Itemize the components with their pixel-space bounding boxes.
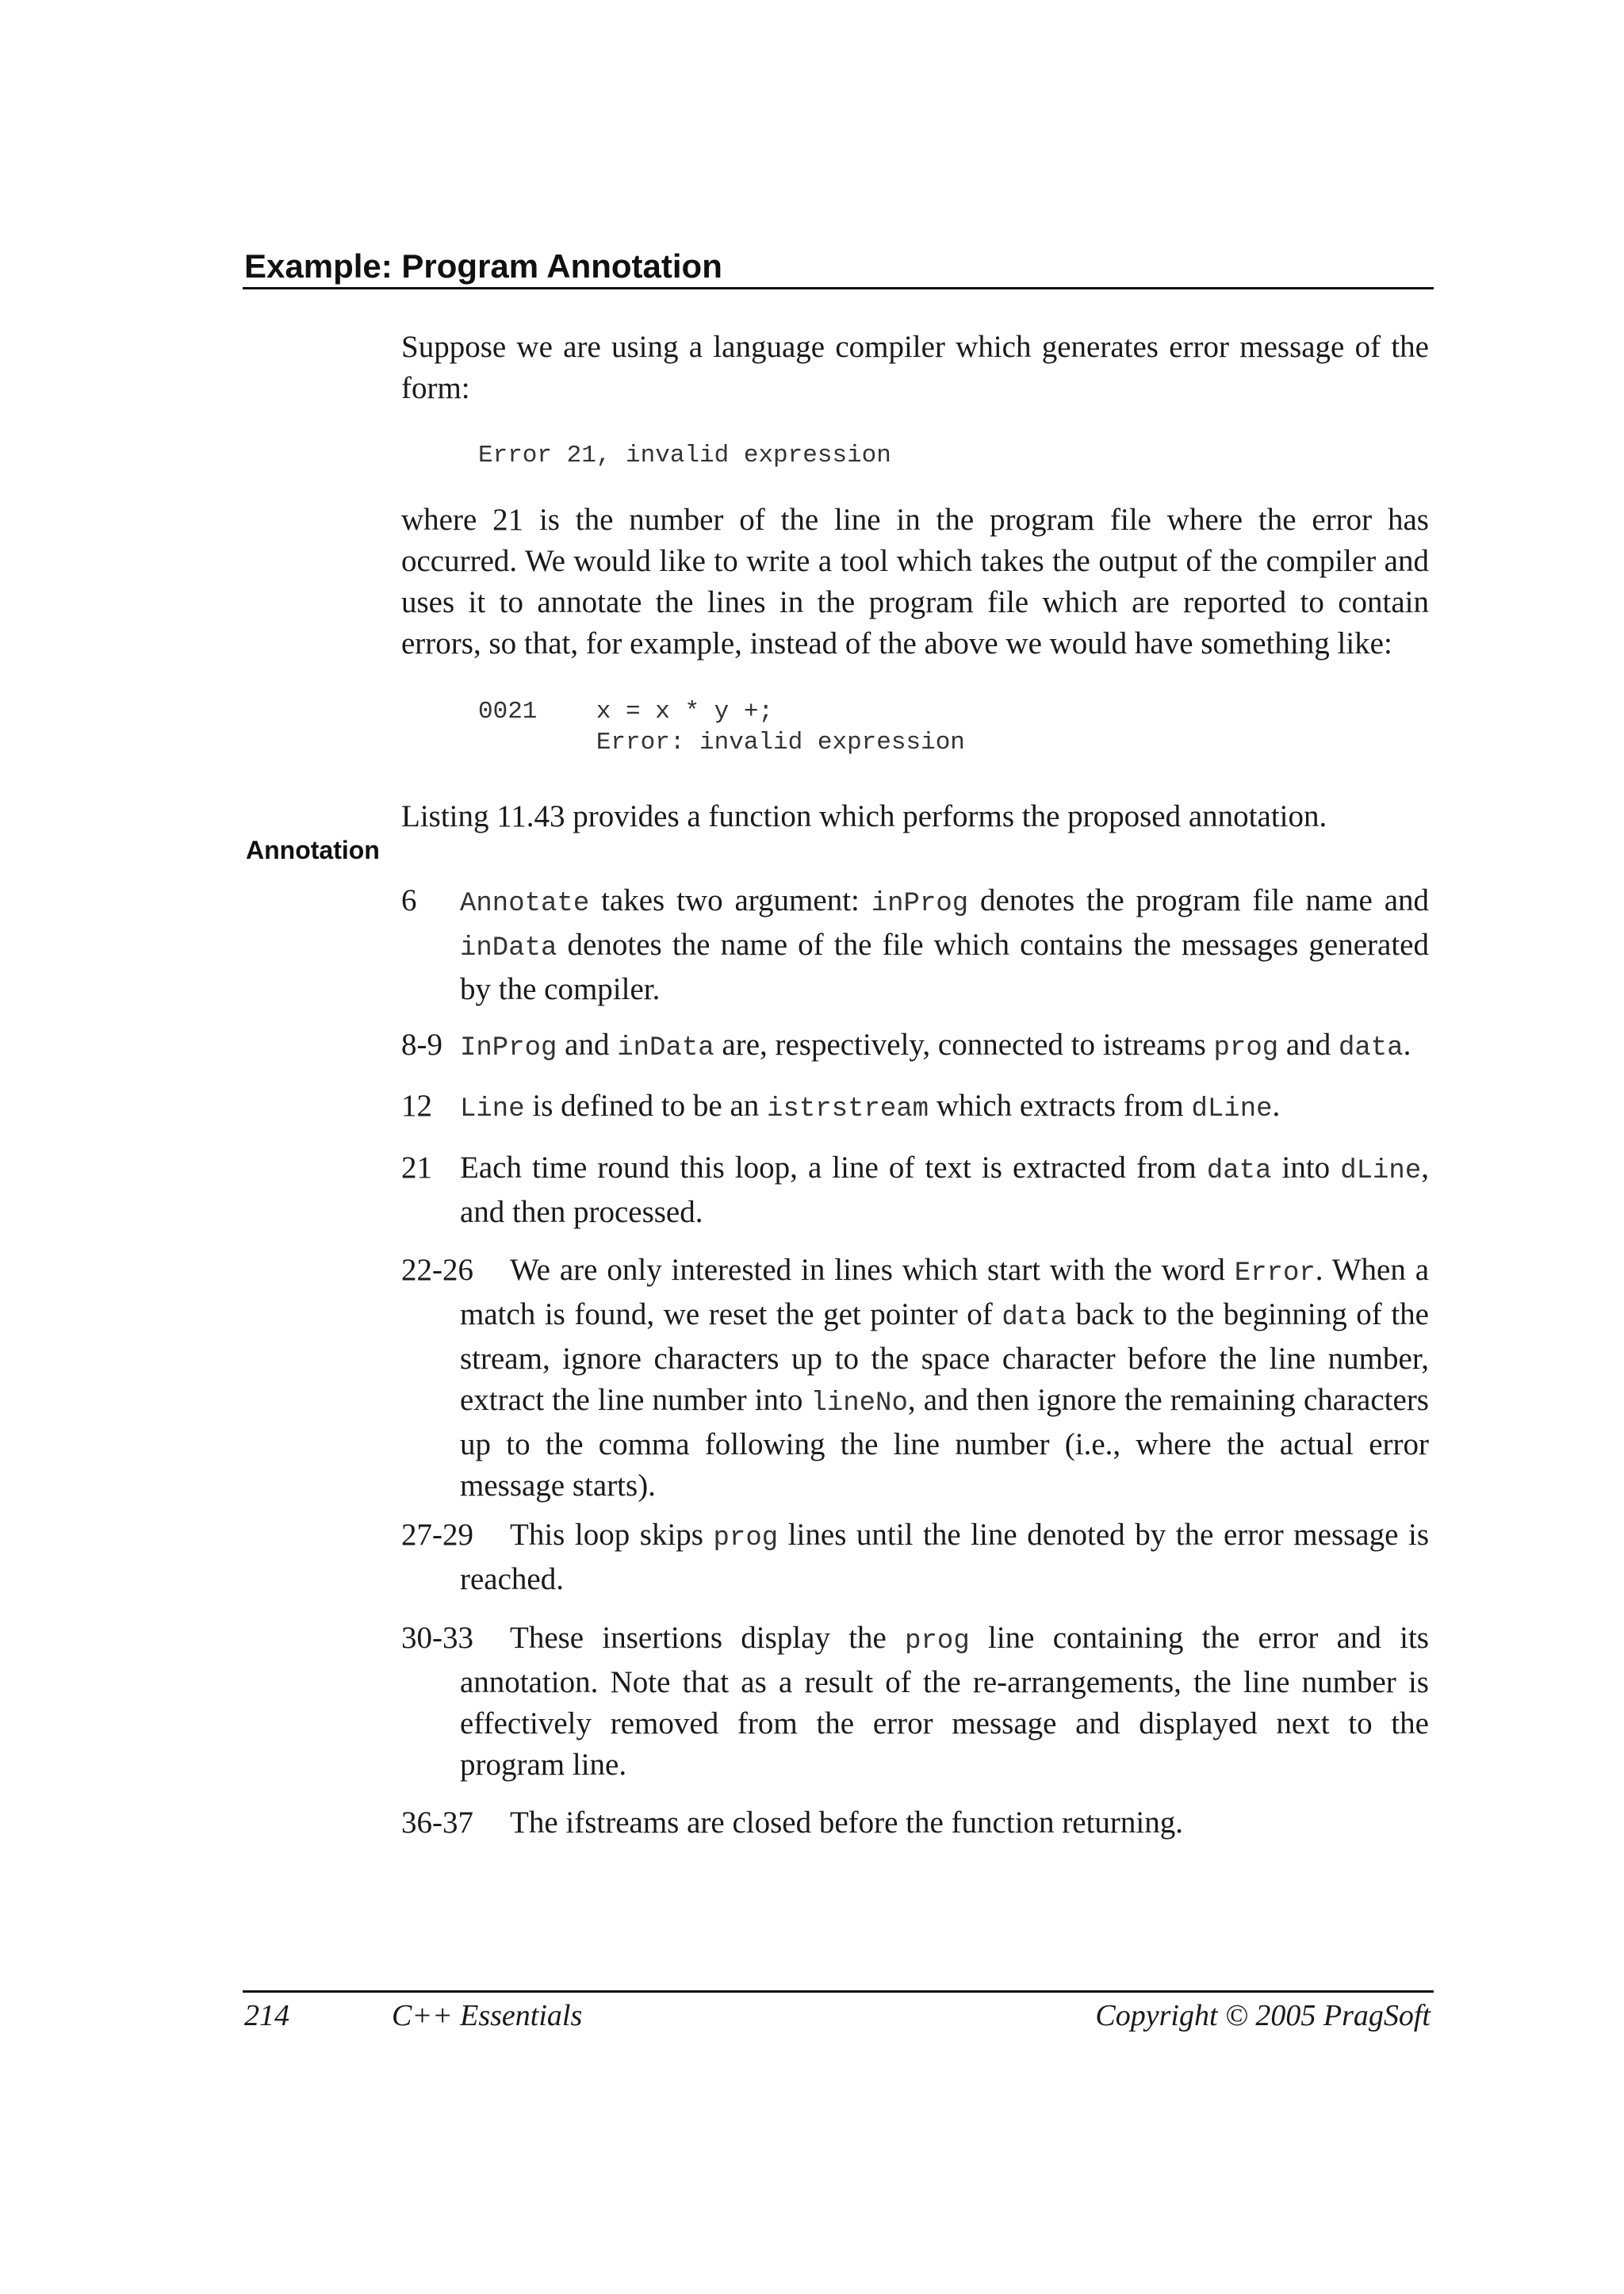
line-number-ref: 22-26 [401, 1253, 473, 1287]
code-identifier: inData [460, 933, 557, 963]
entry-text: line containing the error and its annotation. Note that as a result of the re-arrangements, the line number is effectively removed from the error message and displayed next to the program line. [460, 1621, 1429, 1782]
code-identifier: Error [1234, 1258, 1316, 1289]
code-identifier: prog [713, 1523, 779, 1553]
code-identifier: lineNo [810, 1388, 908, 1419]
line-number-ref: 27-29 [401, 1518, 473, 1552]
annotation-entry [401, 880, 1429, 1010]
entry-text: Each time round this loop, a line of text is extracted from [460, 1151, 1207, 1185]
explanation-paragraph: where 21 is the number of the line in the program file where the error has occurred. We would like to write a tool which takes the output of the compiler and uses it to annotate the lines in the program file which are reported to contain errors, so that, for example, instead of the above we would have something like: [401, 503, 1429, 661]
line-number-ref: 21 [401, 1151, 432, 1185]
line-number-ref: 8-9 [401, 1028, 442, 1062]
code-identifier: dLine [1191, 1094, 1273, 1124]
code-identifier: istrstream [767, 1094, 929, 1124]
annotation-entry [401, 1086, 1429, 1130]
section-heading: Example: Program Annotation [244, 247, 722, 285]
code-identifier: data [1206, 1156, 1272, 1186]
entry-text: takes two argument: [589, 883, 871, 917]
entry-text: lines until the line denoted by the error message is reached. [460, 1518, 1429, 1596]
code-identifier: InProg [460, 1033, 557, 1063]
annotation-entry [401, 1515, 1429, 1600]
line-number-ref: 36-37 [401, 1806, 473, 1840]
annotation-entry [401, 1618, 1429, 1786]
annotation-entry [401, 1250, 1429, 1507]
code-identifier: inProg [871, 889, 969, 919]
line-number-ref: 12 [401, 1089, 432, 1123]
footer-rule [243, 1990, 1434, 1993]
entry-text: which extracts from [929, 1089, 1192, 1123]
listing-reference: Listing 11.43 provides a function which performs the proposed annotation. [401, 799, 1327, 833]
line-number-ref: 6 [401, 883, 417, 917]
intro-paragraph: Suppose we are using a language compiler which generates error message of the form: [401, 330, 1429, 405]
entry-text: is defined to be an [524, 1089, 768, 1123]
code-identifier: prog [1213, 1033, 1279, 1063]
code-identifier: Line [460, 1094, 525, 1124]
entry-text: We are only interested in lines which start with the word [510, 1253, 1235, 1287]
code-error-example: Error 21, invalid expression [478, 442, 891, 469]
entry-text: This loop skips [510, 1518, 714, 1552]
entry-text: . [1272, 1089, 1281, 1123]
entry-text: , and then ignore the remaining characters up to the comma following the line number (i.e., where the actual error message starts). [460, 1383, 1429, 1503]
code-annotated-example: 0021 x = x * y +; Error: invalid expression [478, 698, 965, 756]
code-identifier: Annotate [460, 889, 590, 919]
entry-text: and [557, 1028, 618, 1062]
annotation-entry [401, 1802, 1429, 1844]
book-title: C++ Essentials [392, 1999, 583, 2032]
page-number: 214 [244, 1999, 289, 2032]
entry-text: . [1403, 1028, 1411, 1062]
code-identifier: prog [905, 1626, 970, 1656]
entry-text: , and then processed. [460, 1151, 1429, 1229]
entry-text: . When a match is found, we reset the get pointer of [460, 1253, 1430, 1331]
heading-rule [243, 287, 1434, 289]
entry-text: denotes the name of the file which contains the messages generated by the compiler. [460, 928, 1429, 1006]
annotation-side-label: Annotation [246, 836, 380, 864]
code-identifier: dLine [1340, 1156, 1422, 1186]
entry-text: back to the beginning of the stream, ignore characters up to the space character before the line number, extract the line number into [460, 1297, 1429, 1417]
line-number-ref: 30-33 [401, 1621, 473, 1655]
entry-text: The ifstreams are closed before the function returning. [510, 1806, 1183, 1840]
code-identifier: data [1338, 1033, 1404, 1063]
annotation-entry [401, 1024, 1429, 1069]
entry-text: into [1271, 1151, 1341, 1185]
code-identifier: data [1002, 1303, 1067, 1333]
annotation-entry [401, 1147, 1429, 1233]
entry-text: denotes the program file name and [968, 883, 1429, 917]
entry-text: These insertions display the [510, 1621, 906, 1655]
copyright-notice: Copyright © 2005 PragSoft [1095, 1999, 1431, 2032]
entry-text: and [1278, 1028, 1339, 1062]
entry-text: are, respectively, connected to istreams [714, 1028, 1214, 1062]
code-identifier: inData [617, 1033, 714, 1063]
